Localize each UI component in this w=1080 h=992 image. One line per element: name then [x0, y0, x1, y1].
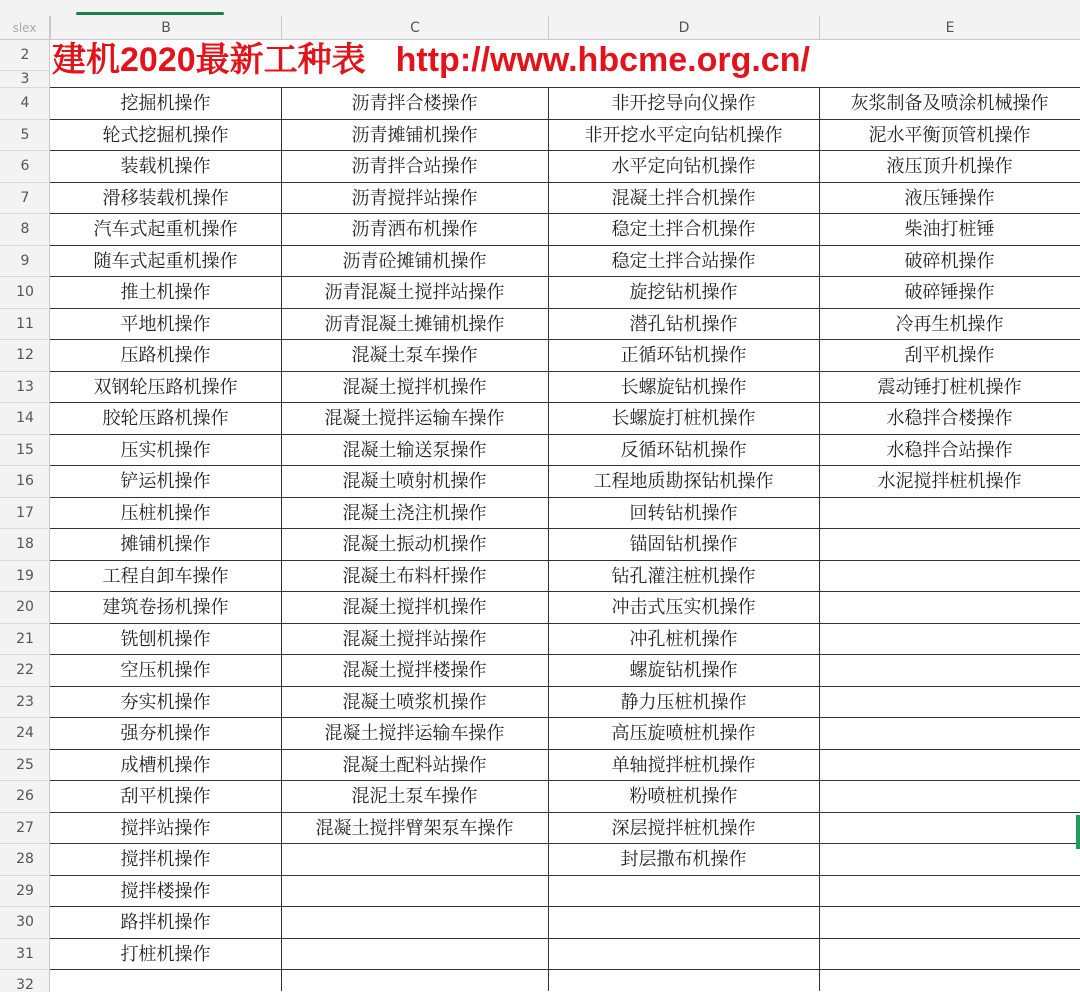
- cell-e4[interactable]: 灰浆制备及喷涂机械操作: [850, 93, 1049, 114]
- cell-d10[interactable]: 旋挖钻机操作: [629, 282, 738, 303]
- sheet-title: 建机2020最新工种表: [52, 41, 366, 79]
- row-header-28[interactable]: 28: [0, 844, 50, 876]
- row-header-16[interactable]: 16: [0, 466, 50, 498]
- cell-c15[interactable]: 混凝土输送泵操作: [342, 439, 487, 461]
- row-header-31[interactable]: 31: [0, 939, 50, 971]
- row-header-4[interactable]: 4: [0, 88, 50, 120]
- row-header-column: [0, 40, 50, 992]
- cell-c6[interactable]: 沥青拌合站操作: [351, 156, 478, 177]
- cell-b27[interactable]: 搅拌站操作: [120, 817, 211, 839]
- row-header-19[interactable]: 19: [0, 561, 50, 593]
- row-header-25[interactable]: 25: [0, 750, 50, 782]
- cell-e10[interactable]: 破碎锤操作: [904, 282, 995, 303]
- sheet-title-cell[interactable]: [52, 40, 810, 80]
- cell-e15[interactable]: 水稳拌合站操作: [886, 439, 1013, 461]
- cell-c20[interactable]: 混凝土搅拌机操作: [342, 597, 487, 618]
- cell-c21[interactable]: 混凝土搅拌站操作: [342, 628, 487, 650]
- cell-d27[interactable]: 深层搅拌桩机操作: [611, 817, 756, 839]
- cell-d11[interactable]: 潜孔钻机操作: [629, 313, 738, 335]
- sheet-title-url: http://www.hbcme.org.cn/: [395, 41, 810, 79]
- cell-b16[interactable]: 铲运机操作: [120, 471, 211, 492]
- cell-b6[interactable]: 装载机操作: [120, 156, 211, 177]
- cell-b30[interactable]: 路拌机操作: [120, 912, 211, 933]
- cell-b17[interactable]: 压桩机操作: [120, 502, 211, 524]
- row-header-23[interactable]: 23: [0, 687, 50, 719]
- cell-b5[interactable]: 轮式挖掘机操作: [102, 124, 229, 146]
- cell-e14[interactable]: 水稳拌合楼操作: [886, 408, 1013, 429]
- row-header-11[interactable]: 11: [0, 309, 50, 341]
- cell-d4[interactable]: 非开挖导向仪操作: [611, 93, 756, 114]
- cell-b24[interactable]: 强夯机操作: [120, 723, 211, 744]
- cell-c7[interactable]: 沥青搅拌站操作: [351, 187, 478, 209]
- row-header-10[interactable]: 10: [0, 277, 50, 309]
- cell-d23[interactable]: 静力压桩机操作: [620, 691, 747, 713]
- cell-d18[interactable]: 锚固钻机操作: [629, 534, 738, 555]
- cell-b4[interactable]: 挖掘机操作: [120, 93, 211, 114]
- cell-e16[interactable]: 水泥搅拌桩机操作: [877, 471, 1022, 492]
- row-header-13[interactable]: 13: [0, 372, 50, 404]
- cell-c23[interactable]: 混凝土喷浆机操作: [342, 691, 487, 713]
- cell-b18[interactable]: 摊铺机操作: [120, 534, 211, 555]
- cell-d24[interactable]: 高压旋喷桩机操作: [611, 723, 756, 744]
- cell-c4[interactable]: 沥青拌合楼操作: [351, 93, 478, 114]
- cell-b19[interactable]: 工程自卸车操作: [102, 565, 229, 587]
- row-header-32[interactable]: 32: [0, 970, 50, 992]
- cell-c18[interactable]: 混凝土振动机操作: [342, 534, 487, 555]
- row-header-20[interactable]: 20: [0, 592, 50, 624]
- cell-c24[interactable]: 混凝土搅拌运输车操作: [324, 723, 505, 744]
- cell-d13[interactable]: 长螺旋钻机操作: [620, 376, 747, 398]
- cell-d12[interactable]: 正循环钻机操作: [620, 345, 747, 366]
- cell-d7[interactable]: 混凝土拌合机操作: [611, 187, 756, 209]
- row-header-5[interactable]: 5: [0, 120, 50, 152]
- row-header-18[interactable]: 18: [0, 529, 50, 561]
- row-header-24[interactable]: 24: [0, 718, 50, 750]
- cell-e7[interactable]: 液压锤操作: [904, 187, 995, 209]
- cell-d22[interactable]: 螺旋钻机操作: [629, 660, 738, 681]
- column-header-e[interactable]: E: [819, 16, 1080, 40]
- row-header-21[interactable]: 21: [0, 624, 50, 656]
- cell-d21[interactable]: 冲孔桩机操作: [629, 628, 738, 650]
- column-header-bar: [0, 0, 1080, 40]
- cell-b11[interactable]: 平地机操作: [120, 313, 211, 335]
- cell-d14[interactable]: 长螺旋打桩机操作: [611, 408, 756, 429]
- cell-c5[interactable]: 沥青摊铺机操作: [351, 124, 478, 146]
- column-header-c[interactable]: C: [281, 16, 548, 40]
- row-header-15[interactable]: 15: [0, 435, 50, 467]
- cell-c26[interactable]: 混泥土泵车操作: [351, 786, 478, 807]
- active-sheet-indicator: [76, 12, 224, 15]
- cell-b10[interactable]: 推土机操作: [120, 282, 211, 303]
- row-header-26[interactable]: 26: [0, 781, 50, 813]
- cell-c19[interactable]: 混凝土布料杆操作: [342, 565, 487, 587]
- cell-c12[interactable]: 混凝土泵车操作: [351, 345, 478, 366]
- cell-d28[interactable]: 封层撒布机操作: [620, 849, 747, 870]
- cell-b25[interactable]: 成槽机操作: [120, 754, 211, 776]
- row-header-7[interactable]: 7: [0, 183, 50, 215]
- cell-grid: [50, 40, 1080, 992]
- cell-c13[interactable]: 混凝土搅拌机操作: [342, 376, 487, 398]
- column-header-b[interactable]: B: [50, 16, 281, 40]
- cell-e11[interactable]: 冷再生机操作: [895, 313, 1004, 335]
- cell-c14[interactable]: 混凝土搅拌运输车操作: [324, 408, 505, 429]
- cell-e9[interactable]: 破碎机操作: [904, 250, 995, 272]
- cell-d19[interactable]: 钻孔灌注桩机操作: [611, 565, 756, 587]
- cell-e5[interactable]: 泥水平衡顶管机操作: [868, 124, 1031, 146]
- scroll-indicator[interactable]: [1076, 815, 1080, 849]
- cell-d20[interactable]: 冲击式压实机操作: [611, 597, 756, 618]
- cell-d25[interactable]: 单轴搅拌桩机操作: [611, 754, 756, 776]
- row-header-14[interactable]: 14: [0, 403, 50, 435]
- cell-c10[interactable]: 沥青混凝土搅拌站操作: [324, 282, 505, 303]
- row-header-29[interactable]: 29: [0, 876, 50, 908]
- cell-b20[interactable]: 建筑卷扬机操作: [102, 597, 229, 618]
- row-header-17[interactable]: 17: [0, 498, 50, 530]
- cell-c16[interactable]: 混凝土喷射机操作: [342, 471, 487, 492]
- row-header-8[interactable]: 8: [0, 214, 50, 246]
- cell-e8[interactable]: 柴油打桩锤: [904, 219, 995, 240]
- row-header-30[interactable]: 30: [0, 907, 50, 939]
- cell-c11[interactable]: 沥青混凝土摊铺机操作: [324, 313, 505, 335]
- cell-d5[interactable]: 非开挖水平定向钻机操作: [584, 124, 783, 146]
- cell-d16[interactable]: 工程地质勘探钻机操作: [593, 471, 774, 492]
- cell-b28[interactable]: 搅拌机操作: [120, 849, 211, 870]
- column-header-d[interactable]: D: [548, 16, 819, 40]
- cell-d26[interactable]: 粉喷桩机操作: [629, 786, 738, 807]
- cell-b29[interactable]: 搅拌楼操作: [120, 880, 211, 902]
- cell-b7[interactable]: 滑移装载机操作: [102, 187, 229, 209]
- cell-c8[interactable]: 沥青洒布机操作: [351, 219, 478, 240]
- cell-b13[interactable]: 双钢轮压路机操作: [93, 376, 238, 398]
- cell-c22[interactable]: 混凝土搅拌楼操作: [342, 660, 487, 681]
- cell-b23[interactable]: 夯实机操作: [120, 691, 211, 713]
- cell-d15[interactable]: 反循环钻机操作: [620, 439, 747, 461]
- cell-e12[interactable]: 刮平机操作: [904, 345, 995, 366]
- row-header-27[interactable]: 27: [0, 813, 50, 845]
- cell-b9[interactable]: 随车式起重机操作: [93, 250, 238, 272]
- cell-b12[interactable]: 压路机操作: [120, 345, 211, 366]
- row-header-22[interactable]: 22: [0, 655, 50, 687]
- cell-d17[interactable]: 回转钻机操作: [629, 502, 738, 524]
- cell-d6[interactable]: 水平定向钻机操作: [611, 156, 756, 177]
- cell-c27[interactable]: 混凝土搅拌臂架泵车操作: [315, 817, 514, 839]
- cell-d9[interactable]: 稳定土拌合站操作: [611, 250, 756, 272]
- cell-b8[interactable]: 汽车式起重机操作: [93, 219, 238, 240]
- row-header-3[interactable]: 3: [0, 71, 50, 88]
- cell-c17[interactable]: 混凝土浇注机操作: [342, 502, 487, 524]
- cell-e6[interactable]: 液压顶升机操作: [886, 156, 1013, 177]
- cell-e13[interactable]: 震动锤打桩机操作: [877, 376, 1022, 398]
- row-header-12[interactable]: 12: [0, 340, 50, 372]
- cell-b26[interactable]: 刮平机操作: [120, 786, 211, 807]
- select-all-corner[interactable]: slex: [0, 16, 50, 40]
- cell-b15[interactable]: 压实机操作: [120, 439, 211, 461]
- cell-b14[interactable]: 胶轮压路机操作: [102, 408, 229, 429]
- cell-b22[interactable]: 空压机操作: [120, 660, 211, 681]
- row-header-9[interactable]: 9: [0, 246, 50, 278]
- cell-b31[interactable]: 打桩机操作: [120, 943, 211, 965]
- cell-b21[interactable]: 铣刨机操作: [120, 628, 211, 650]
- cell-c25[interactable]: 混凝土配料站操作: [342, 754, 487, 776]
- cell-c9[interactable]: 沥青砼摊铺机操作: [342, 250, 487, 272]
- cell-d8[interactable]: 稳定土拌合机操作: [611, 219, 756, 240]
- row-header-2[interactable]: 2: [0, 40, 50, 71]
- row-header-6[interactable]: 6: [0, 151, 50, 183]
